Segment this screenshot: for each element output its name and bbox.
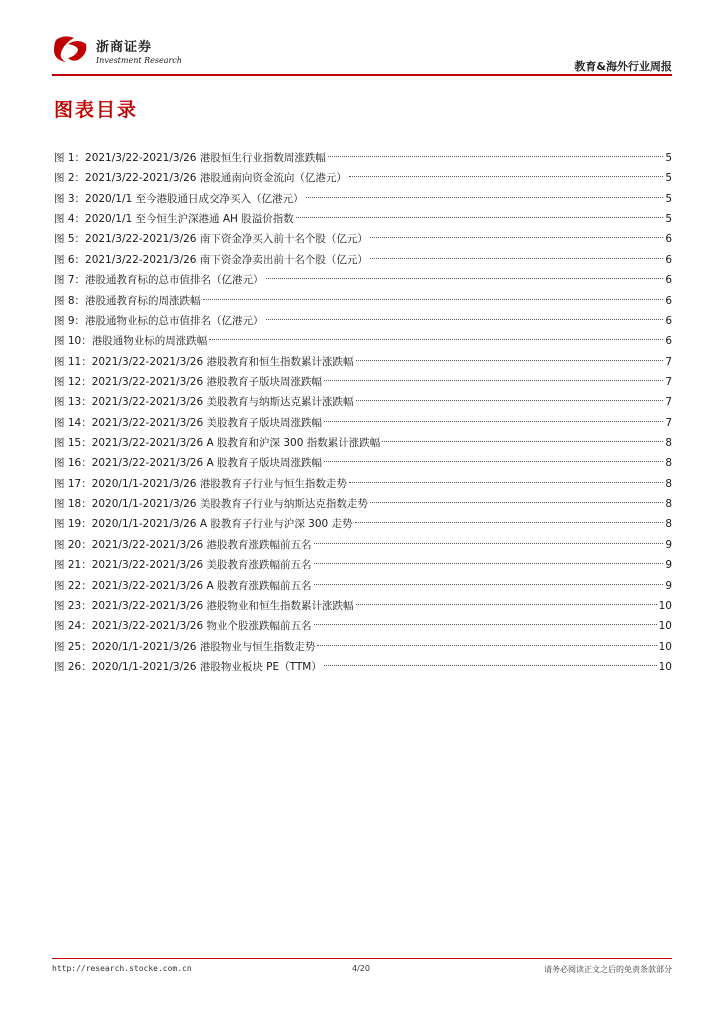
toc-entry[interactable] xyxy=(54,494,672,514)
toc-entry[interactable] xyxy=(54,392,672,412)
toc-entry[interactable] xyxy=(54,596,672,616)
toc-entry-title[interactable]: 图 19：2020/1/1-2021/3/26 A 股教育子行业与沪深 300 走势 xyxy=(54,518,353,531)
toc-entry-page[interactable]: 6 xyxy=(665,274,672,287)
page-number: 4/20 xyxy=(352,964,370,973)
toc-entry-title[interactable]: 图 3：2020/1/1 至今港股通日成交净买入（亿港元） xyxy=(54,192,304,205)
page-header xyxy=(52,30,672,76)
toc-dot-leader xyxy=(296,217,664,218)
toc-entry[interactable] xyxy=(54,474,672,494)
toc-entry[interactable] xyxy=(54,168,672,188)
table-of-figures xyxy=(54,148,672,677)
footer-disclaimer: 请务必阅读正文之后的免责条款部分 xyxy=(544,965,672,974)
toc-entry-page[interactable]: 8 xyxy=(665,477,672,490)
toc-entry-page[interactable]: 10 xyxy=(658,660,672,673)
toc-dot-leader xyxy=(356,360,664,361)
toc-entry-title[interactable]: 图 11：2021/3/22-2021/3/26 港股教育和恒生指数累计涨跌幅 xyxy=(54,355,354,368)
toc-entry-page[interactable]: 6 xyxy=(665,253,672,266)
toc-entry-page[interactable]: 6 xyxy=(665,335,672,348)
toc-entry[interactable] xyxy=(54,291,672,311)
toc-dot-leader xyxy=(324,421,663,422)
toc-entry-page[interactable]: 5 xyxy=(665,152,672,164)
company-logo xyxy=(52,30,182,70)
toc-entry-page[interactable]: 7 xyxy=(665,375,672,388)
toc-dot-leader xyxy=(355,522,664,523)
toc-dot-leader xyxy=(382,441,663,442)
toc-dot-leader xyxy=(314,624,657,625)
toc-entry[interactable] xyxy=(54,637,672,657)
toc-entry[interactable] xyxy=(54,555,672,575)
toc-entry[interactable] xyxy=(54,352,672,372)
toc-entry-title[interactable]: 图 26：2020/1/1-2021/3/26 港股物业板块 PE（TTM） xyxy=(54,660,322,673)
toc-entry[interactable] xyxy=(54,270,672,290)
toc-dot-leader xyxy=(370,502,663,503)
toc-entry-page[interactable]: 8 xyxy=(665,437,672,450)
toc-entry-title[interactable]: 图 1：2021/3/22-2021/3/26 港股恒生行业指数周涨跌幅 xyxy=(54,152,326,164)
toc-entry-page[interactable]: 6 xyxy=(665,294,672,307)
toc-entry[interactable] xyxy=(54,514,672,534)
toc-dot-leader xyxy=(328,156,663,157)
toc-dot-leader xyxy=(314,563,664,564)
toc-entry-page[interactable]: 10 xyxy=(658,620,672,633)
toc-entry[interactable] xyxy=(54,372,672,392)
logo-english-name: Investment Research xyxy=(96,56,182,65)
toc-dot-leader xyxy=(370,237,663,238)
toc-entry-title[interactable]: 图 15：2021/3/22-2021/3/26 A 股教育和沪深 300 指数累计涨跌幅 xyxy=(54,437,381,450)
toc-entry[interactable] xyxy=(54,229,672,249)
report-title: 教育&海外行业周报 xyxy=(574,60,672,73)
toc-entry-page[interactable]: 9 xyxy=(665,579,672,592)
toc-dot-leader xyxy=(356,604,657,605)
toc-entry[interactable] xyxy=(54,657,672,677)
toc-entry-title[interactable]: 图 8：港股通教育标的周涨跌幅 xyxy=(54,294,201,307)
toc-dot-leader xyxy=(370,258,663,259)
toc-entry-page[interactable]: 5 xyxy=(665,172,672,185)
toc-entry-title[interactable]: 图 12：2021/3/22-2021/3/26 港股教育子版块周涨跌幅 xyxy=(54,375,323,388)
toc-entry-page[interactable]: 8 xyxy=(665,457,672,470)
toc-entry-title[interactable]: 图 18：2020/1/1-2021/3/26 美股教育子行业与纳斯达克指数走势 xyxy=(54,498,368,511)
toc-dot-leader xyxy=(324,380,663,381)
toc-entry-title[interactable]: 图 20：2021/3/22-2021/3/26 港股教育涨跌幅前五名 xyxy=(54,538,312,551)
toc-dot-leader xyxy=(266,319,664,320)
footer-url-link[interactable]: http://research.stocke.com.cn xyxy=(52,964,192,973)
page-footer xyxy=(52,964,672,980)
toc-entry[interactable] xyxy=(54,413,672,433)
toc-entry-title[interactable]: 图 25：2020/1/1-2021/3/26 港股物业与恒生指数走势 xyxy=(54,640,316,653)
toc-entry-page[interactable]: 7 xyxy=(665,355,672,368)
footer-divider xyxy=(52,958,672,959)
toc-entry-title[interactable]: 图 13：2021/3/22-2021/3/26 美股教育与纳斯达克累计涨跌幅 xyxy=(54,396,354,409)
toc-entry-page[interactable]: 10 xyxy=(658,640,672,653)
toc-dot-leader xyxy=(209,339,663,340)
toc-entry-title[interactable]: 图 5：2021/3/22-2021/3/26 南下资金净买入前十名个股（亿元） xyxy=(54,233,368,246)
toc-entry-title[interactable]: 图 9：港股通物业标的总市值排名（亿港元） xyxy=(54,314,264,327)
toc-entry[interactable] xyxy=(54,616,672,636)
toc-entry-title[interactable]: 图 10：港股通物业标的周涨跌幅 xyxy=(54,335,208,348)
toc-entry[interactable] xyxy=(54,189,672,209)
header-divider xyxy=(52,74,672,76)
toc-entry-page[interactable]: 10 xyxy=(658,599,672,612)
toc-entry[interactable] xyxy=(54,433,672,453)
toc-entry-page[interactable]: 6 xyxy=(665,314,672,327)
toc-entry-title[interactable]: 图 22：2021/3/22-2021/3/26 A 股教育涨跌幅前五名 xyxy=(54,579,312,592)
toc-entry[interactable] xyxy=(54,311,672,331)
logo-chinese-name: 浙商证券 xyxy=(96,40,153,55)
toc-dot-leader xyxy=(266,278,664,279)
toc-entry-title[interactable]: 图 2：2021/3/22-2021/3/26 港股通南向资金流向（亿港元） xyxy=(54,172,347,185)
toc-entry[interactable] xyxy=(54,453,672,473)
toc-dot-leader xyxy=(324,665,657,666)
toc-entry-title[interactable]: 图 4：2020/1/1 至今恒生沪深港通 AH 股溢价指数 xyxy=(54,213,294,226)
toc-entry[interactable] xyxy=(54,576,672,596)
toc-heading: 图表目录 xyxy=(54,99,139,121)
toc-entry-page[interactable]: 5 xyxy=(665,192,672,205)
toc-entry-title[interactable]: 图 17：2020/1/1-2021/3/26 港股教育子行业与恒生指数走势 xyxy=(54,477,347,490)
toc-entry-page[interactable]: 8 xyxy=(665,498,672,511)
toc-entry-page[interactable]: 7 xyxy=(665,416,672,429)
toc-dot-leader xyxy=(324,461,663,462)
toc-entry-page[interactable]: 5 xyxy=(665,213,672,226)
toc-dot-leader xyxy=(349,482,663,483)
toc-entry-title[interactable]: 图 24：2021/3/22-2021/3/26 物业个股涨跌幅前五名 xyxy=(54,620,312,633)
toc-entry-page[interactable]: 6 xyxy=(665,233,672,246)
logo-mark-icon xyxy=(52,34,90,64)
toc-entry-title[interactable]: 图 6：2021/3/22-2021/3/26 南下资金净卖出前十名个股（亿元） xyxy=(54,253,368,266)
toc-entry-page[interactable]: 7 xyxy=(665,396,672,409)
toc-entry[interactable] xyxy=(54,331,672,351)
toc-entry-title[interactable]: 图 23：2021/3/22-2021/3/26 港股物业和恒生指数累计涨跌幅 xyxy=(54,599,354,612)
toc-dot-leader xyxy=(356,400,664,401)
toc-entry-title[interactable]: 图 14：2021/3/22-2021/3/26 美股教育子版块周涨跌幅 xyxy=(54,416,323,429)
toc-dot-leader xyxy=(203,299,664,300)
toc-entry-page[interactable]: 9 xyxy=(665,538,672,551)
toc-entry[interactable] xyxy=(54,209,672,229)
toc-entry-title[interactable]: 图 21：2021/3/22-2021/3/26 美股教育涨跌幅前五名 xyxy=(54,559,312,572)
toc-entry-title[interactable]: 图 16：2021/3/22-2021/3/26 A 股教育子版块周涨跌幅 xyxy=(54,457,323,470)
toc-dot-leader xyxy=(314,543,664,544)
toc-entry-page[interactable]: 8 xyxy=(665,518,672,531)
toc-dot-leader xyxy=(314,584,664,585)
toc-entry[interactable] xyxy=(54,535,672,555)
toc-dot-leader xyxy=(306,197,664,198)
toc-dot-leader xyxy=(317,645,656,646)
toc-entry[interactable] xyxy=(54,250,672,270)
toc-entry-title[interactable]: 图 7：港股通教育标的总市值排名（亿港元） xyxy=(54,274,264,287)
toc-entry[interactable] xyxy=(54,148,672,168)
toc-dot-leader xyxy=(349,176,663,177)
toc-entry-page[interactable]: 9 xyxy=(665,559,672,572)
